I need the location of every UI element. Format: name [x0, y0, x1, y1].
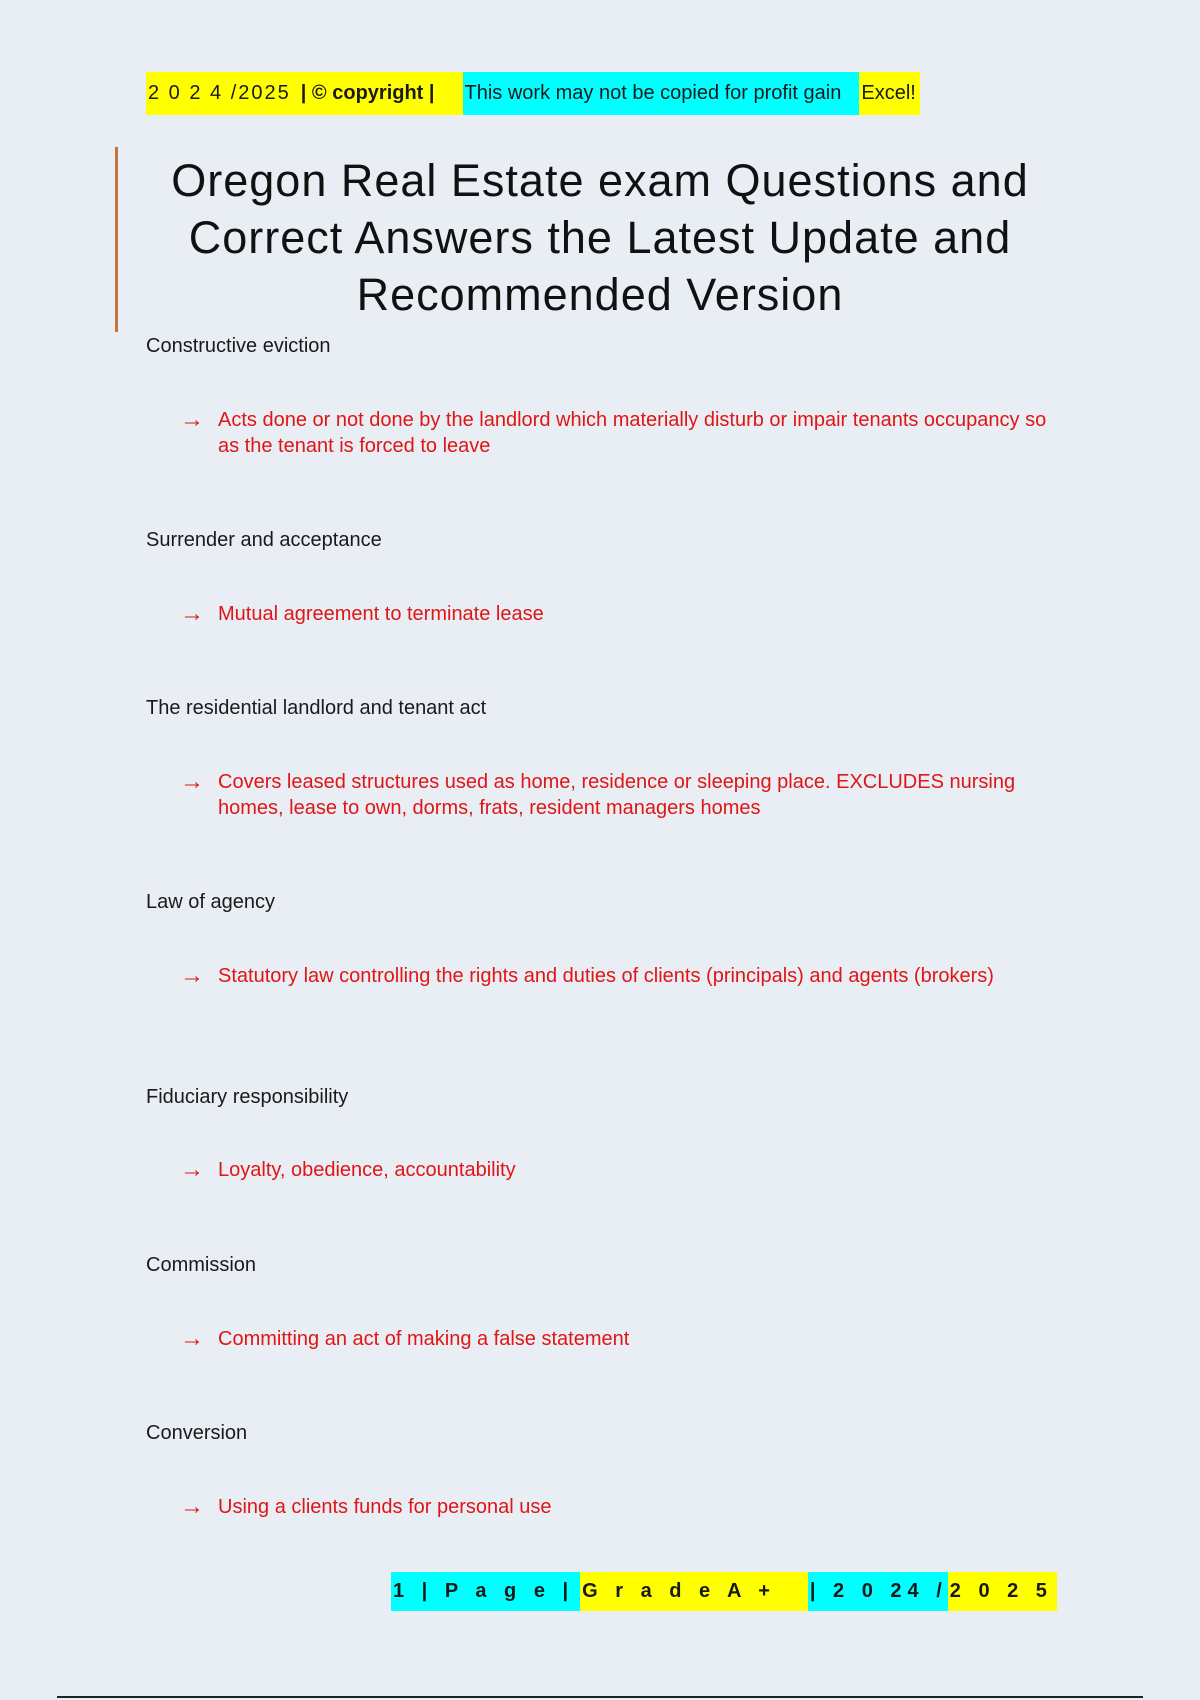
- answer-item: [180, 1494, 1060, 1520]
- answer-text: Using a clients funds for personal use: [218, 1496, 552, 1518]
- arrow-icon: →: [180, 1156, 204, 1183]
- document-title: Oregon Real Estate exam Questions and Correct Answers the Latest Update and Recommended Version: [171, 155, 1029, 320]
- arrow-icon: →: [180, 962, 204, 989]
- answer-item: [180, 1157, 1060, 1183]
- header-copyright: | © copyright |: [291, 72, 463, 115]
- page-bottom-rule: [57, 1696, 1143, 1698]
- footer-year-end: 2 0 2 5: [948, 1572, 1057, 1611]
- answer-item: [180, 407, 1060, 459]
- question-text: Surrender and acceptance: [146, 529, 382, 551]
- arrow-icon: →: [180, 1493, 204, 1520]
- question-text: The residential landlord and tenant act: [146, 697, 487, 719]
- answer-text: Loyalty, obedience, accountability: [218, 1159, 516, 1181]
- answer-text: Acts done or not done by the landlord which materially disturb or impair tenants occupancy so as the tenant is forced to leave: [218, 409, 1047, 457]
- question-text: Commission: [146, 1254, 257, 1276]
- answer-text: Committing an act of making a false statement: [218, 1328, 630, 1350]
- question-text: Constructive eviction: [146, 335, 331, 357]
- footer-year-start: | 2 0 24 /: [808, 1572, 948, 1611]
- answer-item: [180, 1326, 1060, 1352]
- header-year: 2 0 2 4 /2025: [146, 72, 291, 115]
- arrow-icon: →: [180, 600, 204, 627]
- header-banner: [146, 72, 920, 115]
- arrow-icon: →: [180, 768, 204, 795]
- answer-text: Covers leased structures used as home, residence or sleeping place. EXCLUDES nursing homes, lease to own, dorms, frats, resident managers homes: [218, 771, 1016, 819]
- answer-text: Mutual agreement to terminate lease: [218, 603, 544, 625]
- question-text: Conversion: [146, 1422, 248, 1444]
- answer-text: Statutory law controlling the rights and duties of clients (principals) and agents (brokers): [218, 965, 994, 987]
- header-brand: Excel!: [859, 72, 919, 115]
- question-text: Fiduciary responsibility: [146, 1086, 349, 1108]
- header-notice: This work may not be copied for profit gain: [463, 72, 860, 115]
- arrow-icon: →: [180, 1325, 204, 1352]
- answer-item: [180, 601, 1060, 627]
- question-text: Law of agency: [146, 891, 275, 913]
- answer-item: [180, 963, 1060, 989]
- title-accent-rule: [115, 147, 118, 332]
- footer-banner: [391, 1572, 1057, 1611]
- arrow-icon: →: [180, 406, 204, 433]
- footer-page-number: 1 | P a g e |: [391, 1572, 580, 1611]
- answer-item: [180, 769, 1060, 821]
- footer-grade: G r a d e A +: [580, 1572, 808, 1611]
